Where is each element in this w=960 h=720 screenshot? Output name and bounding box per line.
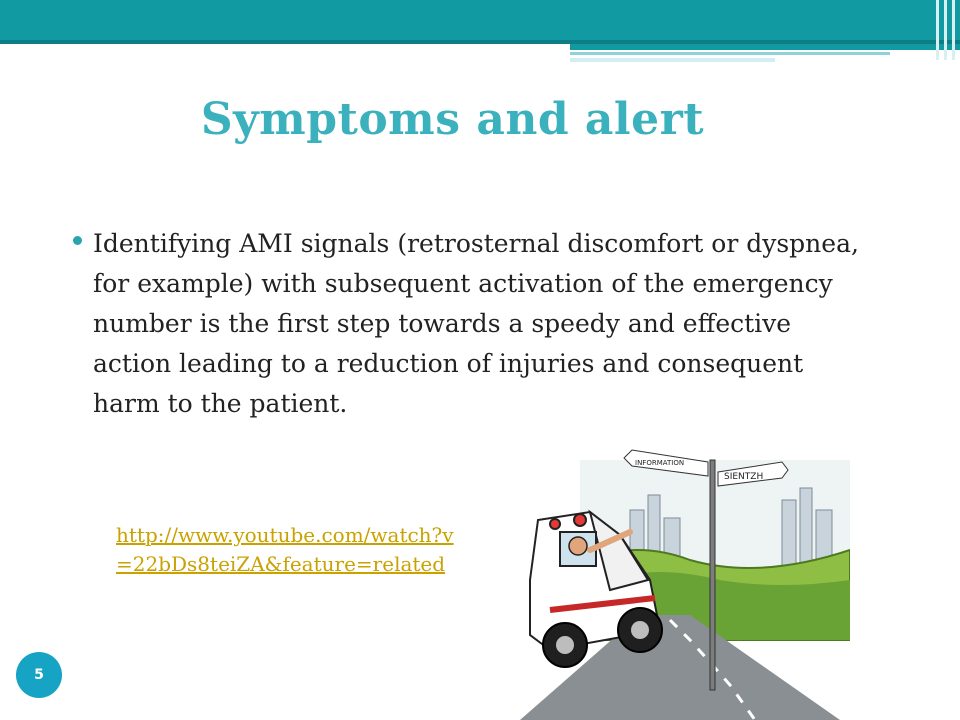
top-bar — [0, 0, 960, 40]
bullet-icon — [73, 236, 82, 245]
page-number-badge: 5 — [16, 652, 62, 698]
youtube-link[interactable]: http://www.youtube.com/watch?v=22bDs8teiZA&feature=related — [116, 523, 454, 576]
right-decor-bars — [930, 0, 960, 60]
top-stripe — [570, 44, 960, 50]
sign-label: SIENTZH — [724, 472, 764, 482]
ambulance-cartoon-icon — [520, 440, 850, 720]
bullet-text: Identifying AMI signals (retrosternal discomfort or dyspnea, for example) with subsequent activation of the emergency number is the first step towards a speedy and effective action leading to a reduction of injuries and consequent harm to the patient. — [93, 229, 859, 418]
sign-label: INFORMATION — [635, 459, 685, 467]
bullet-item — [73, 224, 873, 424]
top-stripe — [570, 52, 890, 55]
top-stripe — [570, 58, 775, 62]
slide-title: Symptoms and alert — [200, 94, 705, 145]
